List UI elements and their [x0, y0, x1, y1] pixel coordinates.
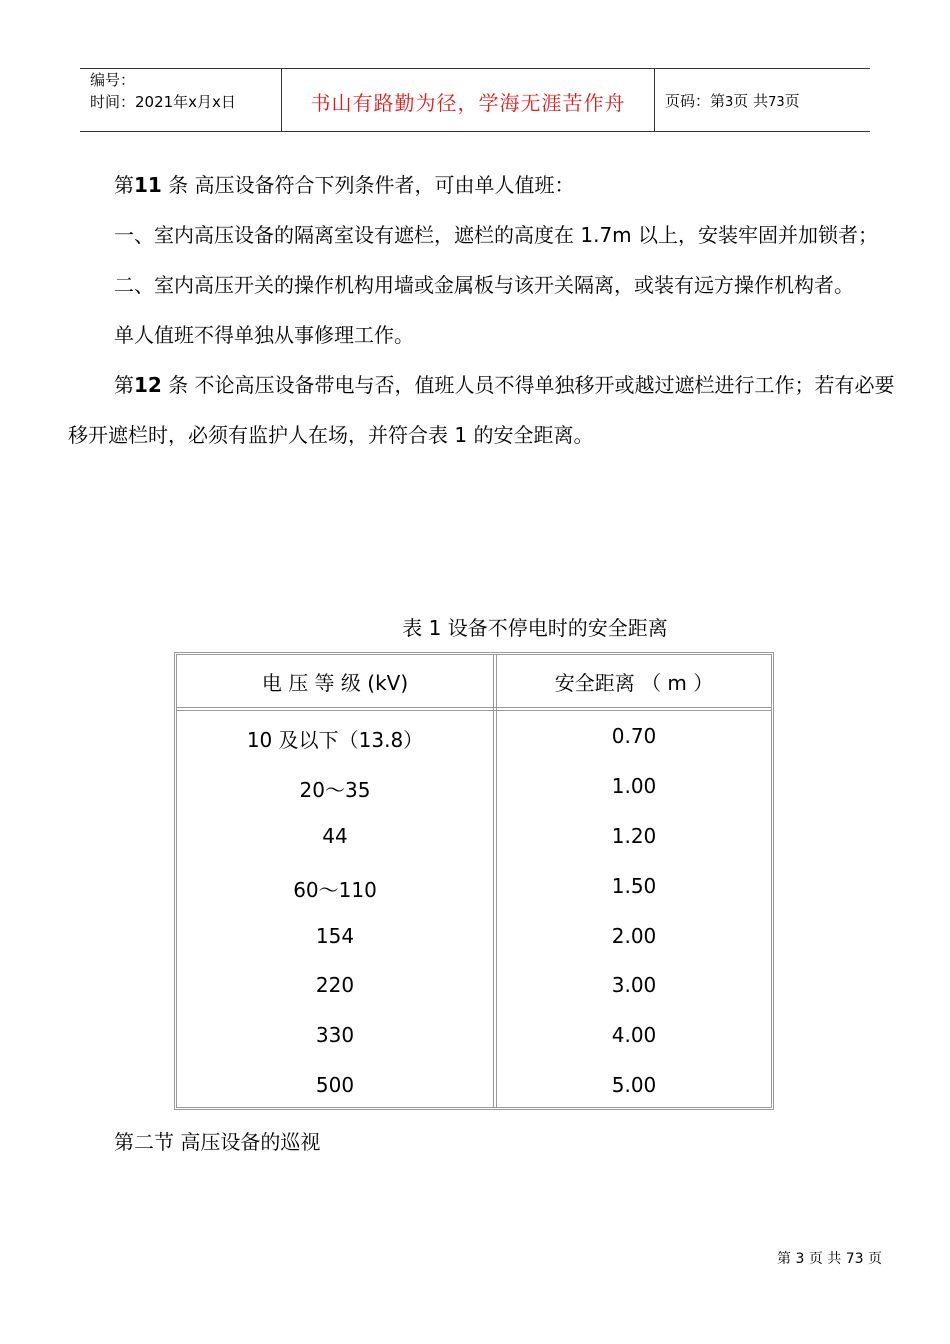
table-row [177, 1067, 771, 1117]
table-caption: 表 1 设备不停电时的安全距离 [402, 616, 668, 640]
section-title: 第二节 高压设备的巡视 [114, 1130, 321, 1154]
note-paragraph: 单人值班不得单独从事修理工作。 [114, 323, 414, 347]
condition-item-1: 一、室内高压设备的隔离室设有遮栏，遮栏的高度在 1.7m 以上，安装牢固并加锁者； [114, 223, 879, 247]
page-mid: 页 共 [733, 92, 769, 110]
distance-cell: 4.00 [611, 1023, 657, 1048]
page-suffix: 页 [784, 92, 800, 110]
distance-cell: 1.00 [611, 773, 657, 798]
article-number: 12 [134, 373, 162, 397]
time-label: 时间：2021年x月x日 [90, 93, 236, 111]
header-divider [654, 69, 655, 131]
table-row [177, 1017, 771, 1067]
article-text: 条 高压设备符合下列条件者，可由单人值班： [168, 173, 575, 197]
page-total: 73 [768, 95, 785, 110]
article-12 [68, 360, 898, 460]
body-text [68, 160, 898, 460]
table-row [177, 768, 771, 818]
table-row [177, 918, 771, 968]
article-text: 条 不论高压设备带电与否，值班人员不得单独移开或越过遮栏进行工作；若有必要移开遮栏时，必须有监护人在场，并符合表 1 的安全距离。 [68, 373, 895, 447]
voltage-cell: 44 [322, 823, 348, 848]
voltage-cell: 154 [315, 923, 355, 948]
header-motto: 书山有路勤为径，学海无涯苦作舟 [310, 91, 626, 115]
table-row [177, 718, 771, 768]
distance-cell: 1.50 [611, 873, 657, 898]
number-label: 编号： [90, 71, 136, 89]
distance-cell: 3.00 [611, 973, 657, 998]
header-page-info [665, 90, 800, 111]
document-header [80, 68, 870, 132]
distance-cell: 2.00 [611, 923, 657, 948]
table-row [177, 818, 771, 868]
voltage-cell: 10 及以下（13.8） [246, 728, 424, 752]
page-prefix: 页码：第 [665, 92, 726, 110]
voltage-cell: 20～35 [299, 777, 371, 802]
voltage-cell: 220 [315, 973, 355, 998]
condition-item-2: 二、室内高压开关的操作机构用墙或金属板与该开关隔离，或装有远方操作机构者。 [114, 273, 854, 297]
table-row [177, 868, 771, 918]
article-prefix: 第 [114, 173, 134, 197]
table-row [177, 967, 771, 1017]
distance-cell: 5.00 [611, 1073, 657, 1098]
table-body [177, 718, 771, 1117]
voltage-cell: 330 [315, 1023, 355, 1048]
distance-cell: 1.20 [611, 823, 657, 848]
article-prefix: 第 [114, 373, 134, 397]
column-header-distance: 安全距离 （ m ） [554, 671, 714, 695]
table-divider [177, 707, 771, 711]
voltage-cell: 60～110 [293, 877, 377, 902]
header-meta [90, 69, 236, 113]
voltage-cell: 500 [315, 1073, 355, 1098]
distance-cell: 0.70 [611, 724, 657, 748]
safety-distance-table [174, 652, 774, 1110]
page-footer: 第 3 页 共 73 页 [777, 1251, 882, 1267]
column-header-voltage: 电 压 等 级 (kV) [261, 671, 409, 695]
page-number: 3 [725, 95, 734, 110]
article-number: 11 [134, 173, 162, 197]
article-11 [68, 160, 898, 210]
